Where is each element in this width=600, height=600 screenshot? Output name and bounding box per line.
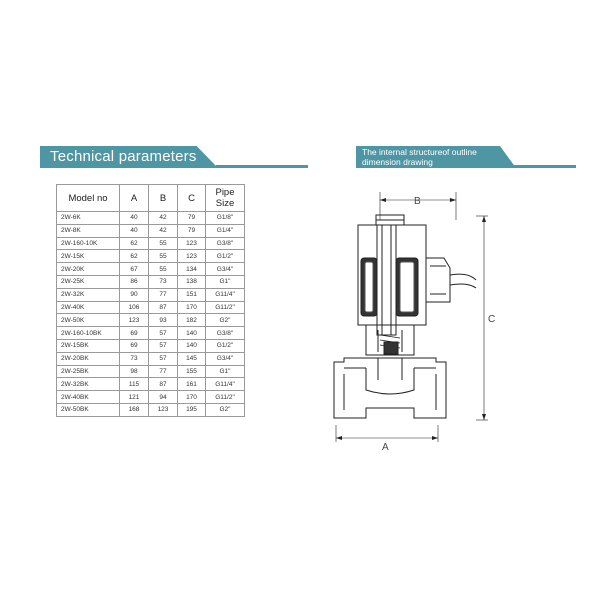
cell-model: 2W-50BK bbox=[57, 403, 120, 416]
cell-b: 73 bbox=[149, 275, 178, 288]
section-title bbox=[362, 147, 512, 167]
header-a: A bbox=[120, 185, 149, 212]
cell-model: 2W-15BK bbox=[57, 339, 120, 352]
table-row bbox=[57, 275, 245, 288]
cell-pipe-size: G1/2" bbox=[206, 339, 245, 352]
table-row bbox=[57, 237, 245, 250]
cell-pipe-size: G11/4" bbox=[206, 288, 245, 301]
cell-pipe-size: G11/2" bbox=[206, 301, 245, 314]
cell-b: 77 bbox=[149, 365, 178, 378]
table-row bbox=[57, 212, 245, 225]
cell-b: 57 bbox=[149, 327, 178, 340]
cell-b: 87 bbox=[149, 301, 178, 314]
cell-c: 138 bbox=[178, 275, 206, 288]
table-row bbox=[57, 365, 245, 378]
cell-a: 69 bbox=[120, 339, 149, 352]
cell-a: 67 bbox=[120, 263, 149, 276]
header-model-no: Model no bbox=[57, 185, 120, 212]
cell-pipe-size: G3/8" bbox=[206, 237, 245, 250]
cell-model: 2W-8K bbox=[57, 224, 120, 237]
cell-model: 2W-25K bbox=[57, 275, 120, 288]
cell-model: 2W-40BK bbox=[57, 391, 120, 404]
cell-c: 170 bbox=[178, 301, 206, 314]
cell-a: 69 bbox=[120, 327, 149, 340]
cell-b: 42 bbox=[149, 224, 178, 237]
cell-model: 2W-40K bbox=[57, 301, 120, 314]
c-label: C bbox=[488, 314, 496, 325]
cell-b: 94 bbox=[149, 391, 178, 404]
header-pipe-size: Pipe Size bbox=[206, 185, 245, 212]
cell-a: 73 bbox=[120, 352, 149, 365]
cell-model: 2W-20BK bbox=[57, 352, 120, 365]
cell-pipe-size: G3/4" bbox=[206, 263, 245, 276]
cable-connector bbox=[426, 258, 450, 302]
outline-drawing-header bbox=[356, 146, 576, 168]
cell-a: 115 bbox=[120, 378, 149, 391]
cell-model: 2W-50K bbox=[57, 314, 120, 327]
cell-pipe-size: G11/2" bbox=[206, 391, 245, 404]
table-row bbox=[57, 314, 245, 327]
cell-b: 57 bbox=[149, 339, 178, 352]
cell-pipe-size: G1/2" bbox=[206, 250, 245, 263]
technical-parameters-header bbox=[40, 146, 308, 168]
cell-b: 123 bbox=[149, 403, 178, 416]
armature-tube bbox=[377, 225, 396, 335]
valve-seat bbox=[366, 368, 414, 394]
cell-a: 90 bbox=[120, 288, 149, 301]
table-row bbox=[57, 327, 245, 340]
cell-a: 62 bbox=[120, 237, 149, 250]
cell-pipe-size: G1/8" bbox=[206, 212, 245, 225]
cell-pipe-size: G1" bbox=[206, 275, 245, 288]
cell-model: 2W-6K bbox=[57, 212, 120, 225]
cell-a: 40 bbox=[120, 224, 149, 237]
cell-model: 2W-25BK bbox=[57, 365, 120, 378]
cell-a: 123 bbox=[120, 314, 149, 327]
cell-c: 161 bbox=[178, 378, 206, 391]
cell-pipe-size: G1/4" bbox=[206, 224, 245, 237]
cell-model: 2W-32BK bbox=[57, 378, 120, 391]
table-row bbox=[57, 352, 245, 365]
cell-model: 2W-32K bbox=[57, 288, 120, 301]
title-line-2: dimension drawing bbox=[362, 157, 433, 167]
cell-c: 140 bbox=[178, 327, 206, 340]
cell-b: 87 bbox=[149, 378, 178, 391]
cell-pipe-size: G2" bbox=[206, 314, 245, 327]
cell-b: 55 bbox=[149, 250, 178, 263]
section-title: Technical parameters bbox=[50, 148, 197, 165]
cell-a: 86 bbox=[120, 275, 149, 288]
header-underline bbox=[216, 165, 308, 168]
table-row bbox=[57, 288, 245, 301]
cell-c: 79 bbox=[178, 224, 206, 237]
cell-c: 155 bbox=[178, 365, 206, 378]
table-row bbox=[57, 391, 245, 404]
cell-c: 170 bbox=[178, 391, 206, 404]
table-row bbox=[57, 378, 245, 391]
cell-b: 55 bbox=[149, 263, 178, 276]
table-body bbox=[57, 212, 245, 417]
title-line-1: The internal structureof outline bbox=[362, 147, 477, 157]
cell-c: 151 bbox=[178, 288, 206, 301]
parameters-table bbox=[56, 184, 245, 417]
cell-pipe-size: G3/4" bbox=[206, 352, 245, 365]
cell-a: 121 bbox=[120, 391, 149, 404]
cell-a: 62 bbox=[120, 250, 149, 263]
header-b: B bbox=[149, 185, 178, 212]
cable bbox=[450, 274, 476, 280]
cell-model: 2W-160-10K bbox=[57, 237, 120, 250]
cell-c: 140 bbox=[178, 339, 206, 352]
cell-b: 42 bbox=[149, 212, 178, 225]
header-underline bbox=[514, 165, 576, 168]
cell-c: 123 bbox=[178, 250, 206, 263]
cell-b: 77 bbox=[149, 288, 178, 301]
cell-model: 2W-160-10BK bbox=[57, 327, 120, 340]
cell-c: 79 bbox=[178, 212, 206, 225]
table-row bbox=[57, 301, 245, 314]
table-row bbox=[57, 403, 245, 416]
cell-pipe-size: G2" bbox=[206, 403, 245, 416]
table-row bbox=[57, 263, 245, 276]
cell-b: 55 bbox=[149, 237, 178, 250]
cell-b: 57 bbox=[149, 352, 178, 365]
cell-a: 168 bbox=[120, 403, 149, 416]
cell-c: 182 bbox=[178, 314, 206, 327]
cell-c: 195 bbox=[178, 403, 206, 416]
header-c: C bbox=[178, 185, 206, 212]
valve-outline-drawing bbox=[318, 180, 498, 460]
valve-body bbox=[334, 358, 446, 418]
cell-model: 2W-15K bbox=[57, 250, 120, 263]
cell-a: 40 bbox=[120, 212, 149, 225]
table-row bbox=[57, 339, 245, 352]
cell-c: 134 bbox=[178, 263, 206, 276]
table-row bbox=[57, 250, 245, 263]
cell-b: 93 bbox=[149, 314, 178, 327]
cell-a: 106 bbox=[120, 301, 149, 314]
cell-pipe-size: G11/4" bbox=[206, 378, 245, 391]
cell-pipe-size: G3/8" bbox=[206, 327, 245, 340]
b-label: B bbox=[414, 196, 421, 207]
cell-c: 123 bbox=[178, 237, 206, 250]
table-row bbox=[57, 224, 245, 237]
cell-pipe-size: G1" bbox=[206, 365, 245, 378]
table-header-row bbox=[57, 185, 245, 212]
cell-model: 2W-20K bbox=[57, 263, 120, 276]
cell-c: 145 bbox=[178, 352, 206, 365]
a-label: A bbox=[382, 442, 389, 453]
cell-a: 98 bbox=[120, 365, 149, 378]
